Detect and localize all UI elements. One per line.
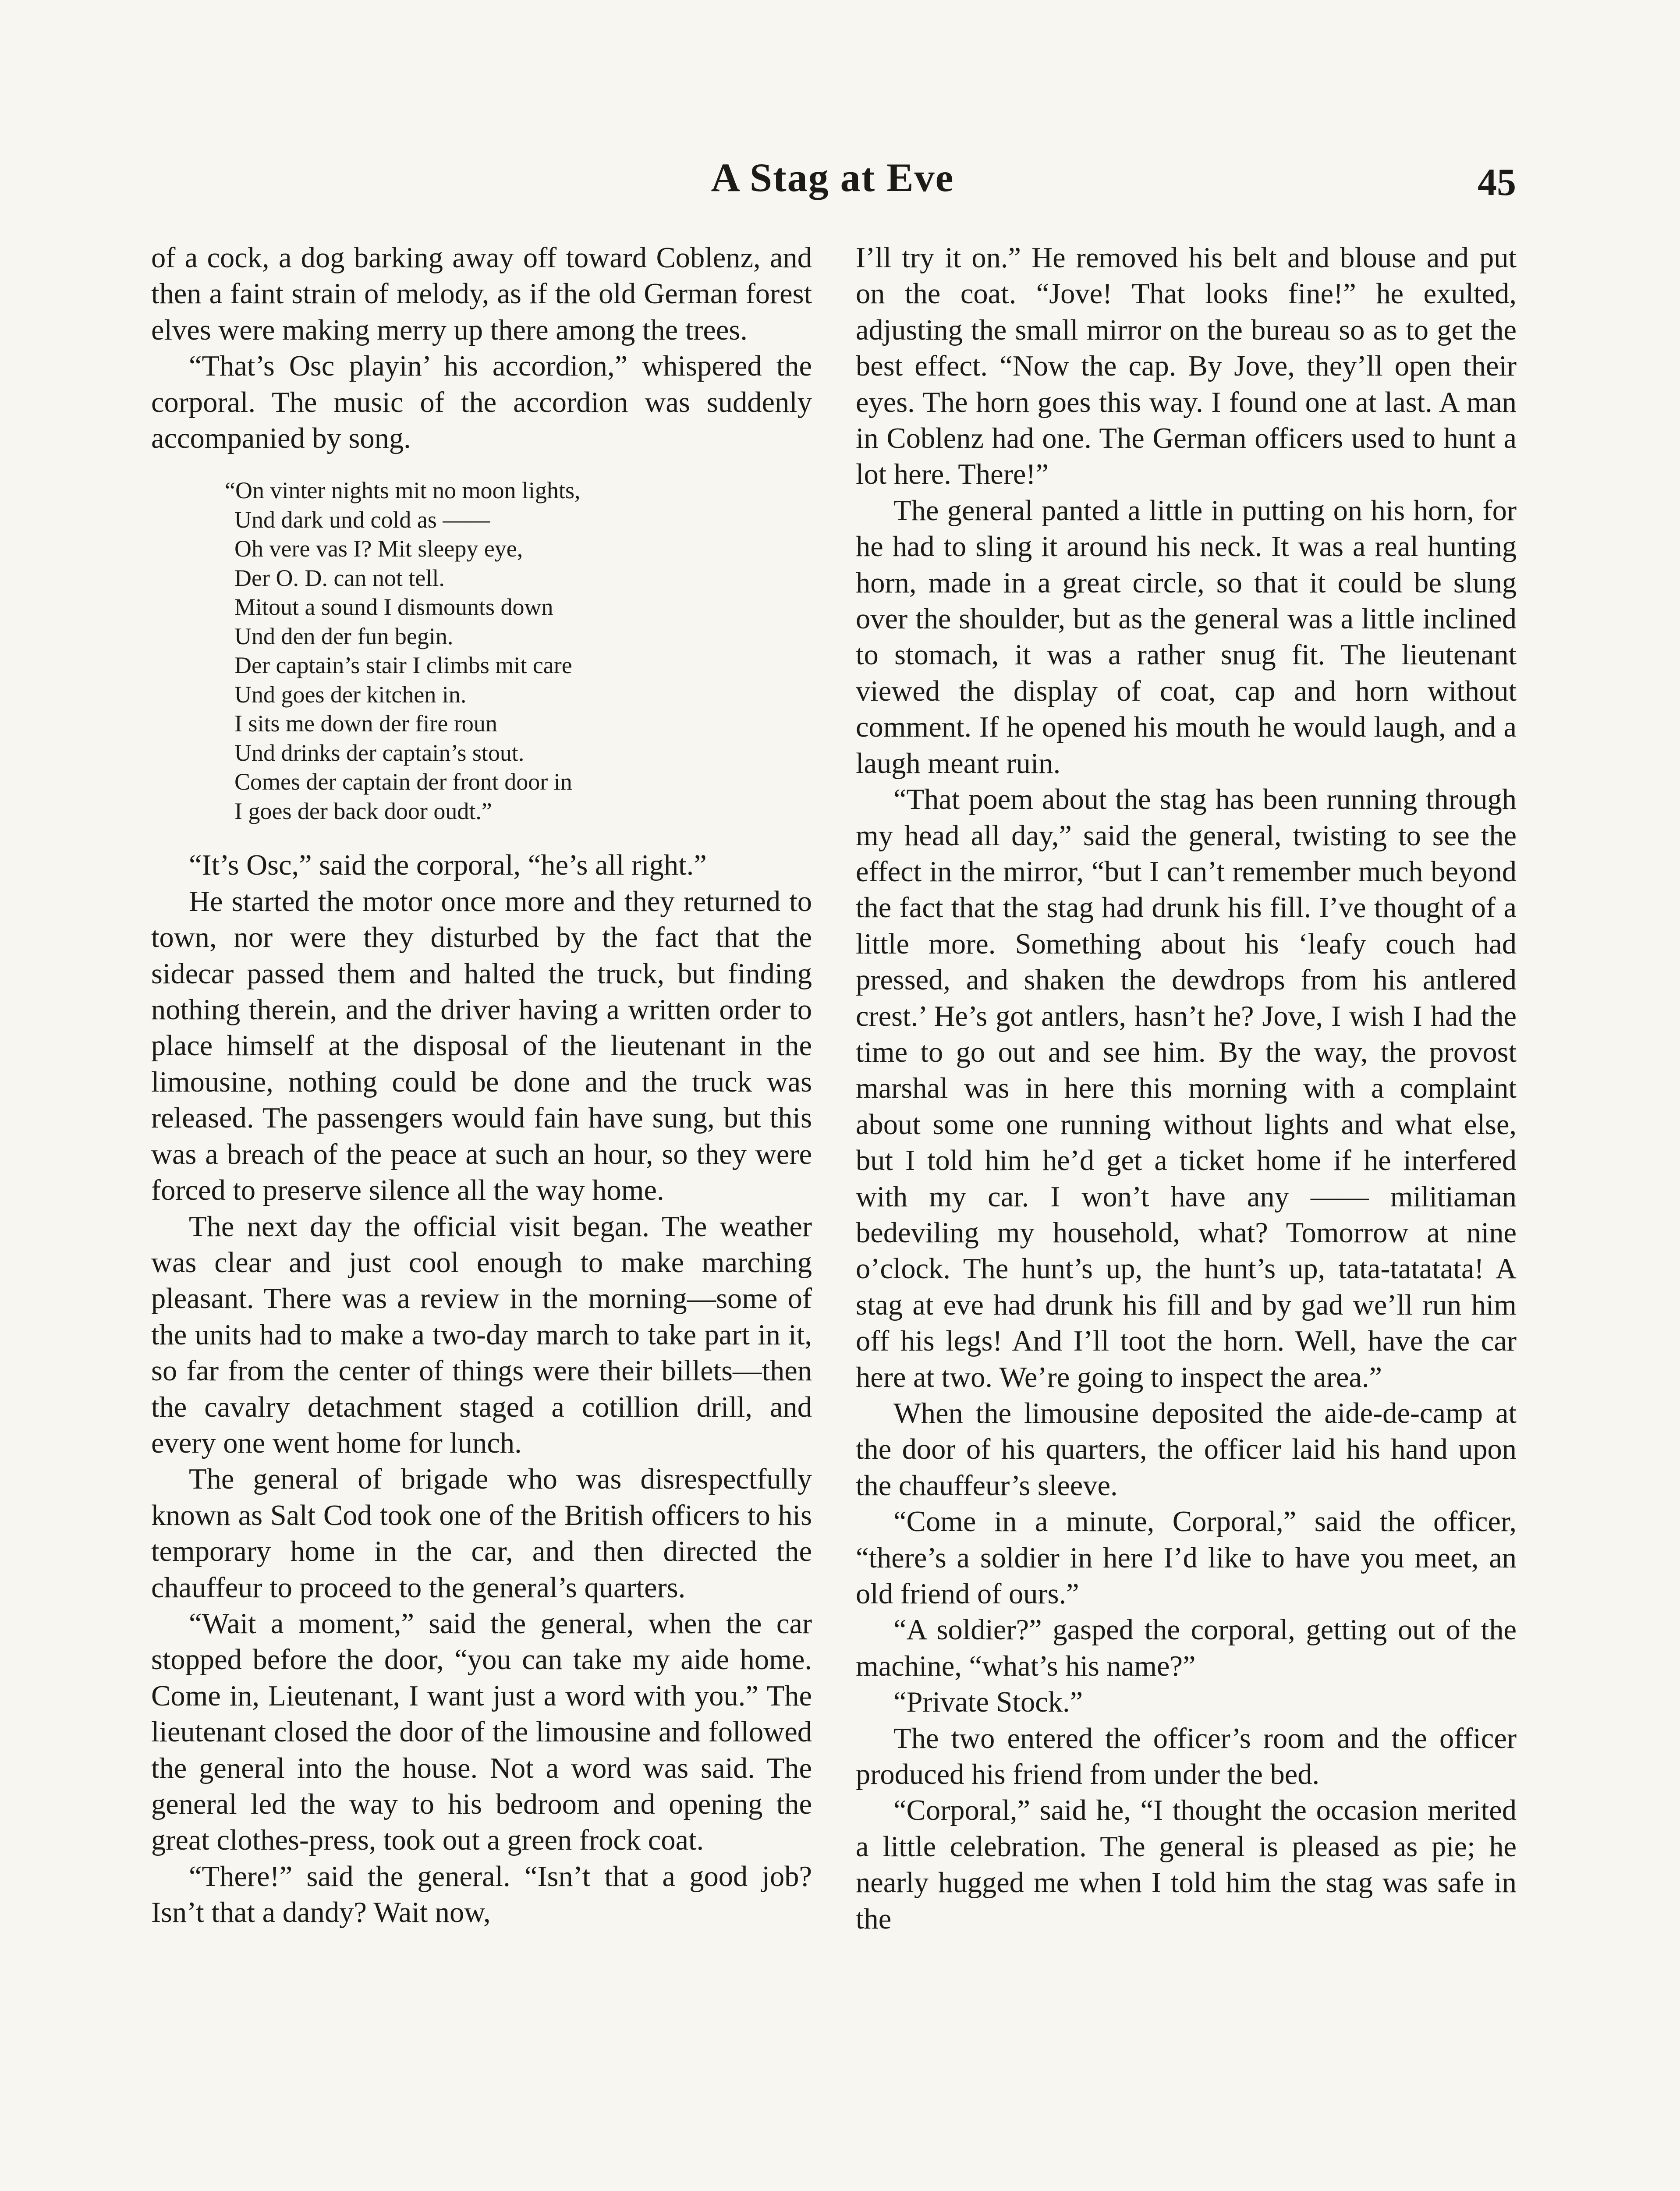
paragraph: “Wait a moment,” said the general, when the car stopped before the door, “you can take my aide home. Come in, Lieutenant, I want just a word with you.” The lieutenant closed the door of the limousine and followed the general into the house. Not a word was said. The general led the way to his bedroom and opening the great clothes-press, took out a green frock coat. xyxy=(151,1607,812,1857)
verse-line: Oh vere vas I? Mit sleepy eye, xyxy=(234,535,523,562)
paragraph: “Come in a minute, Corporal,” said the officer, “there’s a soldier in here I’d like to have you meet, an old friend of ours.” xyxy=(856,1506,1517,1610)
paragraph: When the limousine deposited the aide-de-camp at the door of his quarters, the officer laid his hand upon the chauffeur’s sleeve. xyxy=(856,1397,1517,1502)
left-column xyxy=(151,240,812,1931)
paragraph: I’ll try it on.” He removed his belt and blouse and put on the coat. “Jove! That looks fine!” he exulted, adjusting the small mirror on the bureau so as to get the best effect. “Now the cap. By Jove, they’ll open their eyes. The horn goes this way. I found one at last. A man in Coblenz had one. The German officers used to hunt a lot here. There!” xyxy=(856,242,1517,491)
verse-line: Und den der fun begin. xyxy=(234,623,454,649)
page-title: A Stag at Eve xyxy=(711,155,954,200)
verse-line: “On vinter nights mit no moon lights, xyxy=(225,477,581,504)
verse-line: Und dark und cold as —— xyxy=(234,506,490,533)
verse-line: Mitout a sound I dismounts down xyxy=(234,594,553,620)
verse-line: Und goes der kitchen in. xyxy=(234,681,467,708)
paragraph: The next day the official visit began. The weather was clear and just cool enough to make marching pleasant. There was a review in the morning—some of the units had to make a two-day march to take part in it, so far from the center of things were their billets—then the cavalry detachment staged a cotillion drill, and every one went home for lunch. xyxy=(151,1210,812,1459)
paragraph: of a cock, a dog barking away off toward Coblenz, and then a faint strain of melody, as if the old German forest elves were making merry up there among the trees. xyxy=(151,242,812,346)
paragraph: “There!” said the general. “Isn’t that a good job? Isn’t that a dandy? Wait now, xyxy=(151,1860,812,1929)
verse-line: Und drinks der captain’s stout. xyxy=(234,739,525,766)
right-column xyxy=(856,240,1517,1937)
paragraph: “Corporal,” said he, “I thought the occasion merited a little celebration. The general is pleased as pie; he nearly hugged me when I told him the stag was safe in the xyxy=(856,1794,1517,1935)
song-verse xyxy=(225,476,812,826)
paragraph: “A soldier?” gasped the corporal, getting out of the machine, “what’s his name?” xyxy=(856,1614,1517,1682)
verse-line: Der captain’s stair I climbs mit care xyxy=(234,652,572,679)
paragraph: “Private Stock.” xyxy=(893,1686,1083,1719)
paragraph: “That poem about the stag has been running through my head all day,” said the general, twisting to see the effect in the mirror, “but I can’t remember much beyond the fact that the stag had drunk his fill. I’ve thought of a little more. Something about his ‘leafy couch had pressed, and shaken the dewdrops from his antlered crest.’ He’s got antlers, hasn’t he? Jove, I wish I had the time to go out and see him. By the way, the provost marshal was in here this morning with a complaint about some one running without lights and what else, but I told him he’d get a ticket home if he interfered with my car. I won’t have any —— militiaman bedeviling my household, what? Tomorrow at nine o’clock. The hunt’s up, the hunt’s up, tata-tatatata! A stag at eve had drunk his fill and by gad we’ll run him off his legs! And I’ll toot the horn. Well, have the car here at two. We’re going to inspect the area.” xyxy=(856,784,1517,1393)
paragraph: “That’s Osc playin’ his accordion,” whispered the corporal. The music of the accordion was suddenly accompanied by song. xyxy=(151,350,812,455)
verse-line: Der O. D. can not tell. xyxy=(234,564,445,591)
verse-line: I goes der back door oudt.” xyxy=(234,798,492,824)
paragraph: The general panted a little in putting on his horn, for he had to sling it around his neck. It was a real hunting horn, made in a great circle, so that it could be slung over the shoulder, but as the general was a little inclined to stomach, it was a rather snug fit. The lieutenant viewed the display of coat, cap and horn without comment. If he opened his mouth he would laugh, and a laugh meant ruin. xyxy=(856,494,1517,780)
paragraph: The general of brigade who was disrespectfully known as Salt Cod took one of the British officers to his temporary home in the car, and then directed the chauffeur to proceed to the general’s quarters. xyxy=(151,1463,812,1604)
paragraph: “It’s Osc,” said the corporal, “he’s all right.” xyxy=(189,849,707,882)
verse-line: Comes der captain der front door in xyxy=(234,769,572,795)
paragraph: The two entered the officer’s room and the officer produced his friend from under the bed. xyxy=(856,1722,1517,1791)
verse-line: I sits me down der fire roun xyxy=(234,710,497,737)
running-header xyxy=(149,149,1516,215)
page-number: 45 xyxy=(1478,161,1516,204)
paragraph: He started the motor once more and they returned to town, nor were they disturbed by the fact that the sidecar passed them and halted the truck, but finding nothing therein, and the driver having a written order to place himself at the disposal of the lieutenant in the limousine, nothing could be done and the truck was released. The passengers would fain have sung, but this was a breach of the peace at such an hour, so they were forced to preserve silence all the way home. xyxy=(151,885,812,1207)
